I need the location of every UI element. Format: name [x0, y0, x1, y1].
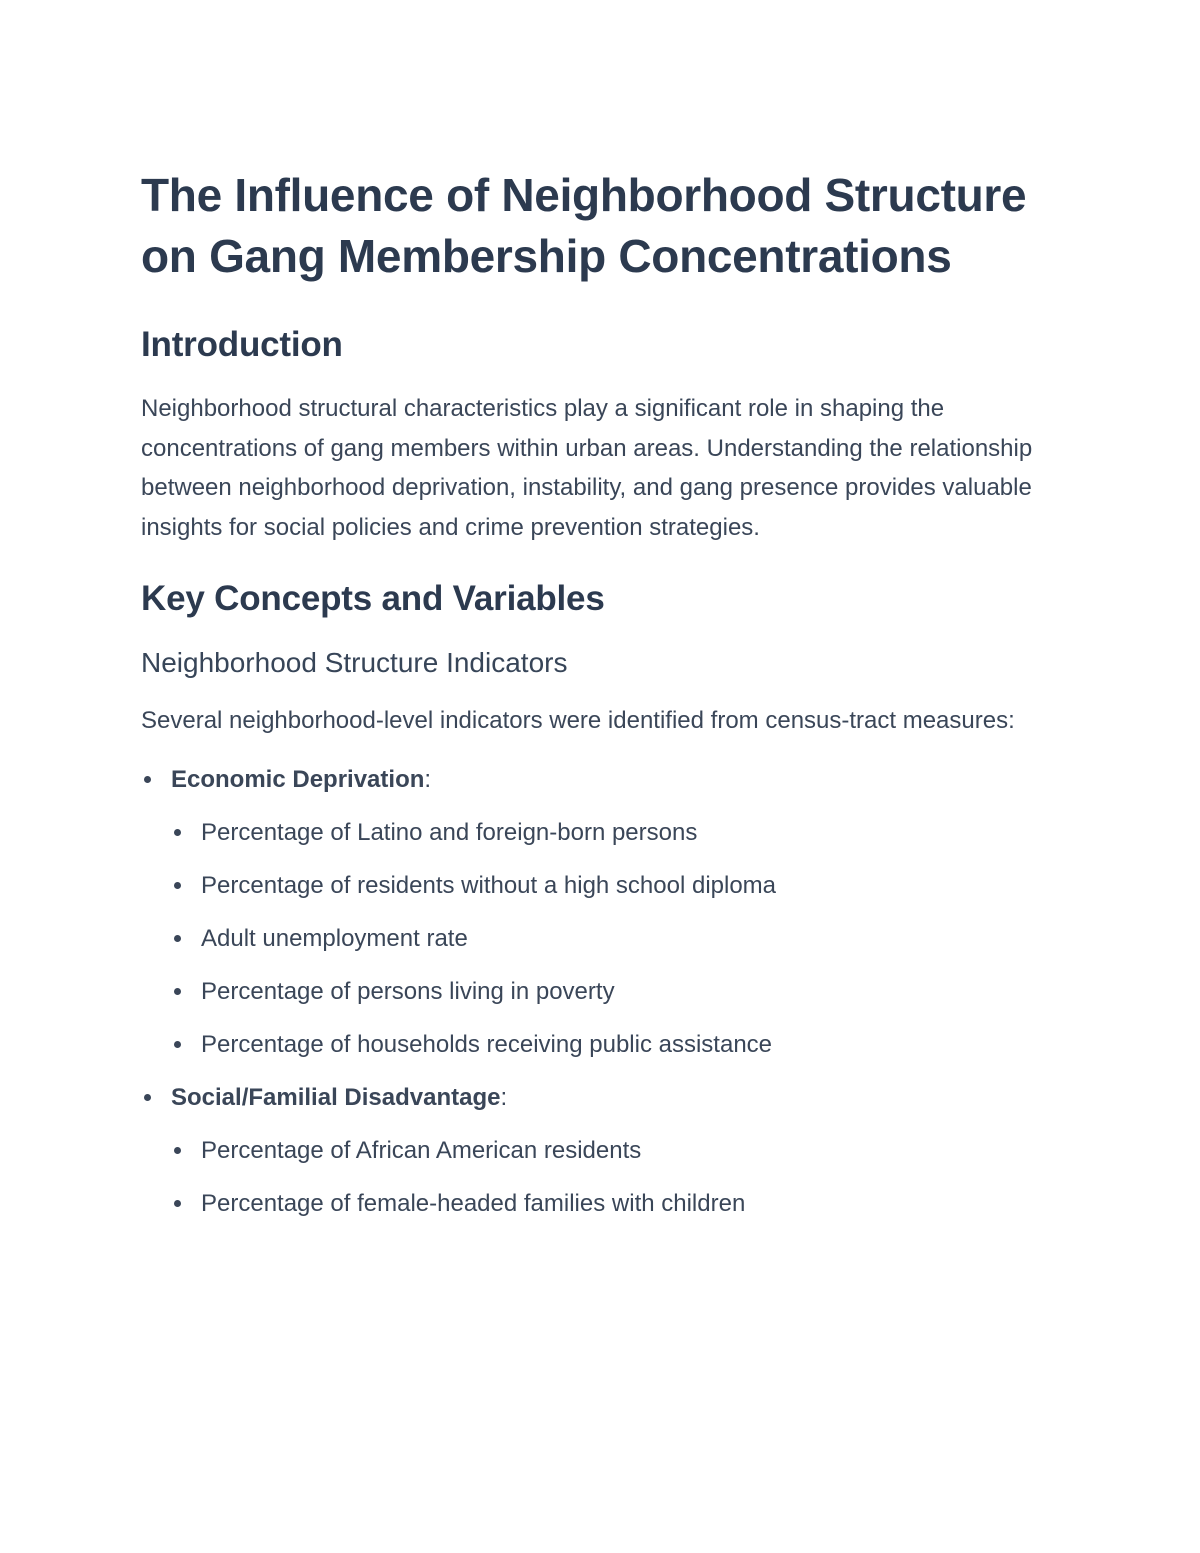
bullet-icon [174, 829, 181, 836]
bullet-icon [174, 1200, 181, 1207]
introduction-paragraph: Neighborhood structural characteristics play a significant role in shaping the concentrations of gang members within urban areas. Understanding the relationship between neighborhood deprivation, instability, and gang presence provides valuable insights for social policies and crime prevention strategies. [141, 395, 1033, 541]
key-concepts-heading: Key Concepts and Variables [141, 579, 605, 618]
bullet-icon [144, 1094, 151, 1101]
group-label-colon: : [500, 1083, 508, 1111]
indicators-paragraph: Several neighborhood-level indicators were identified from census-tract measures: [141, 707, 1015, 734]
list-item [171, 965, 1041, 1018]
list-item [171, 1177, 1041, 1230]
social-familial-items-list [171, 1124, 1041, 1230]
indicator-group-social-familial [141, 1071, 1041, 1230]
list-item-text: Percentage of residents without a high school diploma [201, 871, 777, 899]
list-item [171, 1018, 1041, 1071]
document-title: The Influence of Neighborhood Structure on Gang Membership Concentrations [141, 169, 1027, 282]
bullet-icon [174, 988, 181, 995]
list-item [171, 806, 1041, 859]
list-item [171, 1124, 1041, 1177]
list-item-text: Percentage of households receiving public assistance [201, 1030, 773, 1058]
list-item-text: Percentage of persons living in poverty [201, 977, 615, 1005]
list-item-text: Percentage of African American residents [201, 1136, 642, 1164]
group-label: Social/Familial Disadvantage [171, 1083, 501, 1111]
group-heading [171, 753, 1041, 806]
introduction-heading: Introduction [141, 325, 343, 364]
bullet-icon [174, 935, 181, 942]
list-item-text: Percentage of Latino and foreign-born persons [201, 818, 698, 846]
indicator-group-economic [141, 753, 1041, 1071]
bullet-icon [174, 882, 181, 889]
economic-items-list [171, 806, 1041, 1071]
document-page [141, 165, 1041, 1230]
indicator-groups-list [141, 753, 1041, 1230]
group-label: Economic Deprivation [171, 765, 425, 793]
bullet-icon [174, 1147, 181, 1154]
list-item-text: Percentage of female-headed families with children [201, 1189, 746, 1217]
group-heading [171, 1071, 1041, 1124]
list-item [171, 912, 1041, 965]
list-item-text: Adult unemployment rate [201, 924, 468, 952]
indicators-heading: Neighborhood Structure Indicators [141, 647, 568, 678]
bullet-icon [144, 776, 151, 783]
group-label-colon: : [424, 765, 432, 793]
bullet-icon [174, 1041, 181, 1048]
list-item [171, 859, 1041, 912]
